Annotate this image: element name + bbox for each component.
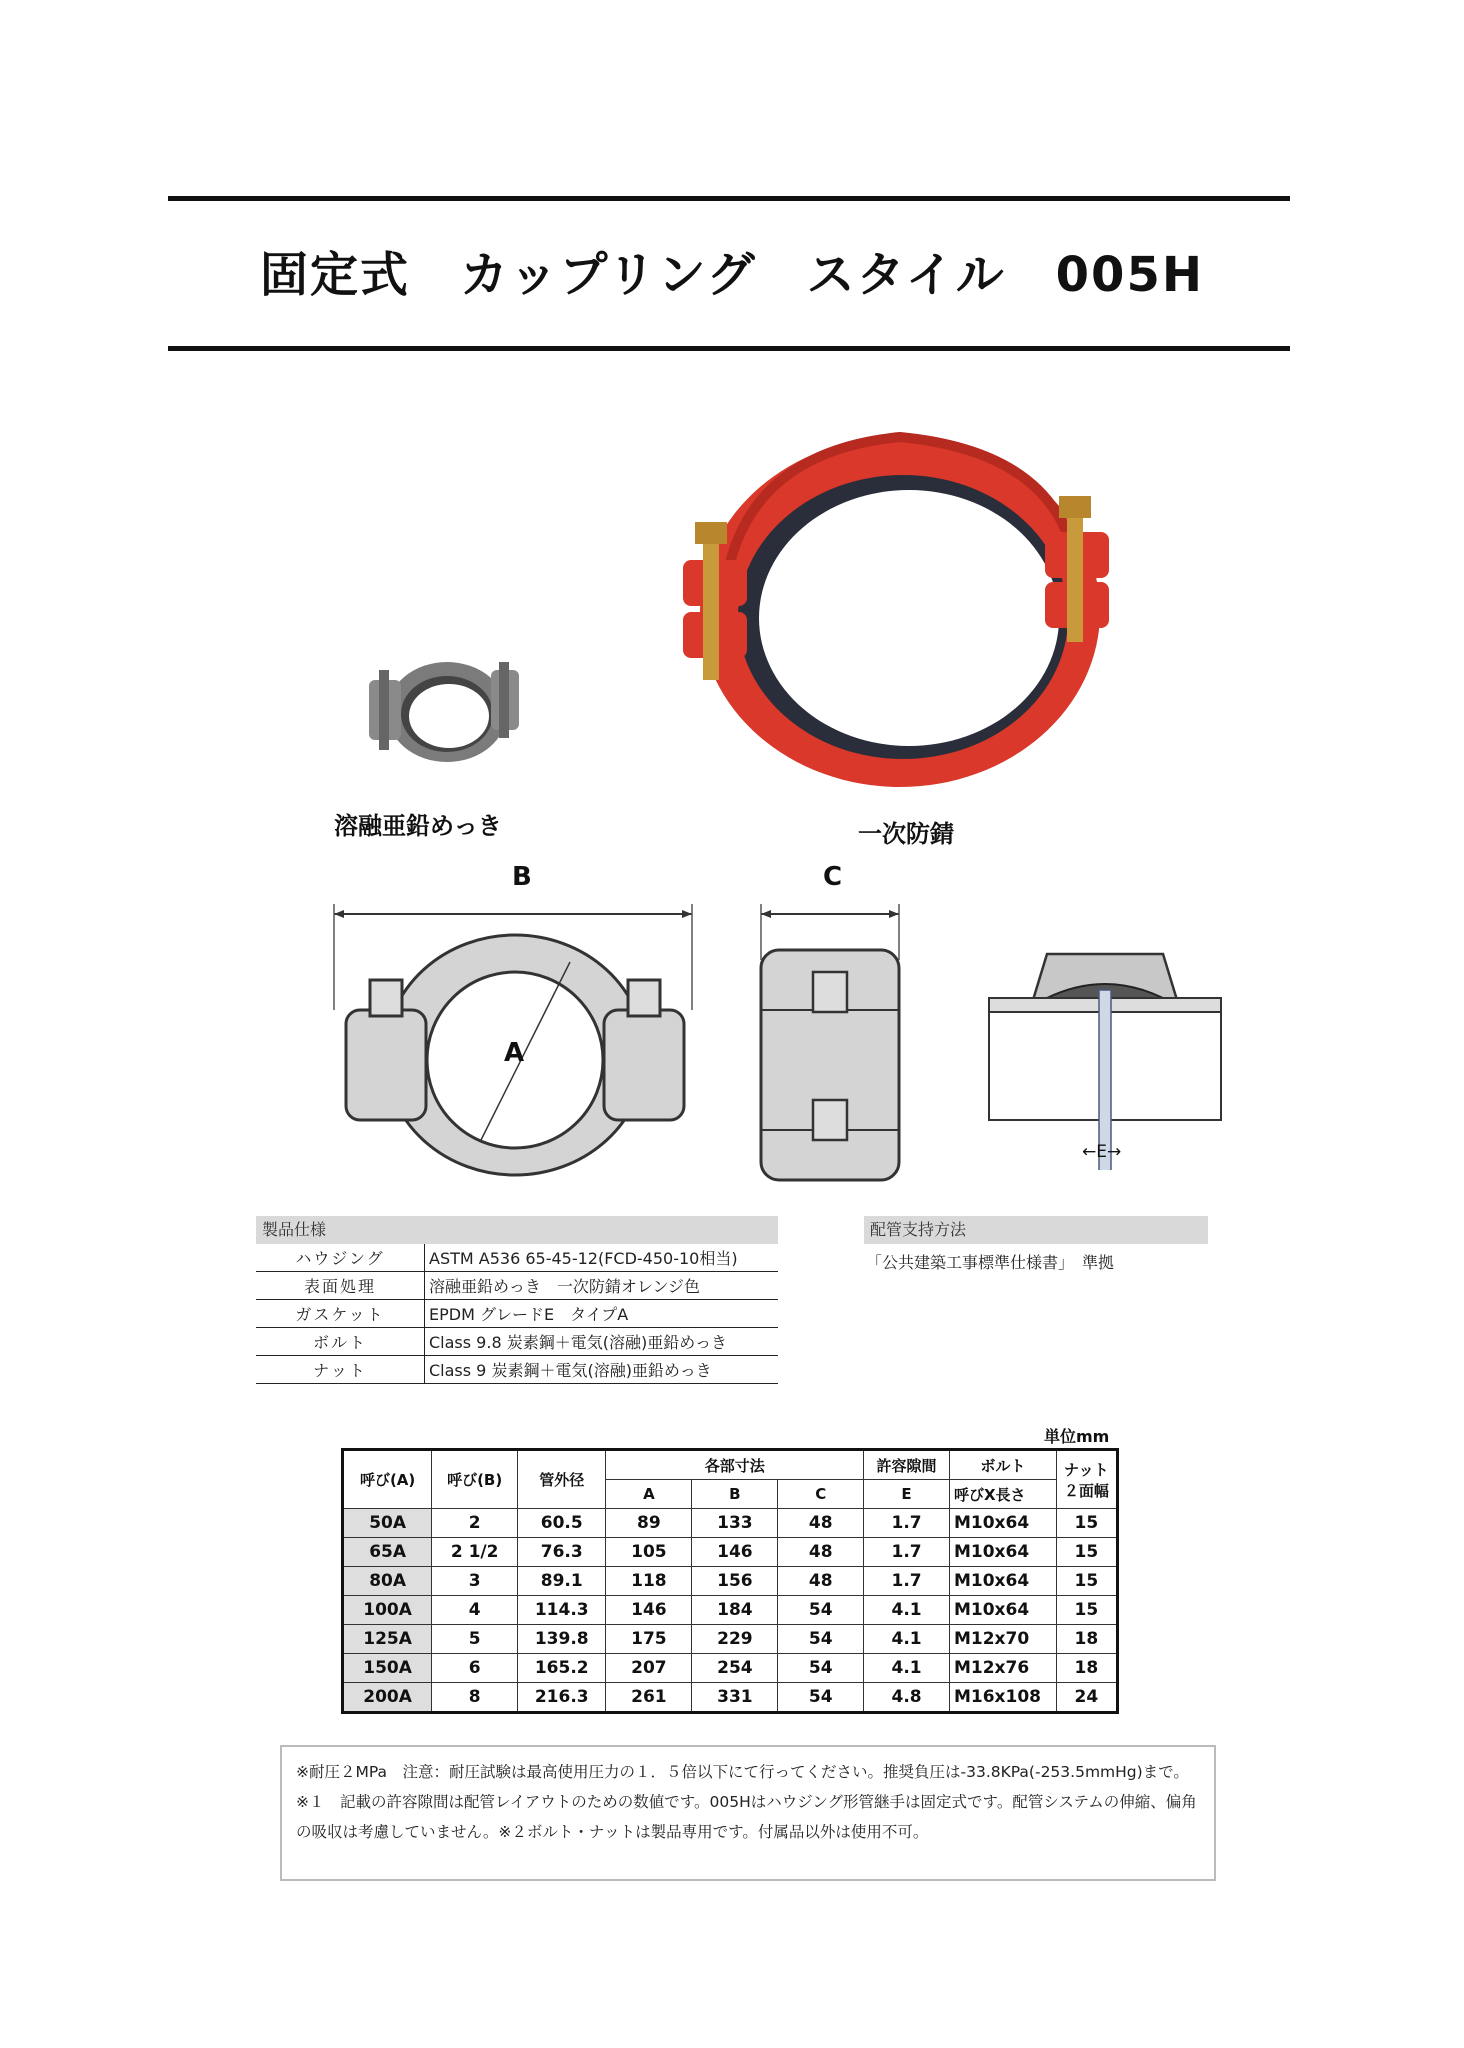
cell-bolt: M10x64 — [949, 1509, 1056, 1538]
spec-header: 製品仕様 — [256, 1216, 778, 1244]
table-row — [343, 1625, 1118, 1654]
spec-value: EPDM グレードE タイプA — [425, 1300, 779, 1328]
spec-value: Class 9 炭素鋼＋電気(溶融)亜鉛めっき — [425, 1356, 779, 1384]
header-dimensions: 各部寸法 — [606, 1450, 864, 1480]
cell-c: 54 — [778, 1625, 864, 1654]
cell-b: 146 — [692, 1538, 778, 1567]
cell-a: 105 — [606, 1538, 692, 1567]
spec-value: Class 9.8 炭素鋼＋電気(溶融)亜鉛めっき — [425, 1328, 779, 1356]
cell-b: 254 — [692, 1654, 778, 1683]
spec-key: ボルト — [256, 1328, 425, 1356]
cell-od: 76.3 — [518, 1538, 606, 1567]
cell-nominal-b: 5 — [432, 1625, 518, 1654]
header-nut-label: ナット — [1063, 1460, 1109, 1479]
cell-bolt: M12x70 — [949, 1625, 1056, 1654]
cell-nut: 15 — [1056, 1509, 1117, 1538]
cell-a: 175 — [606, 1625, 692, 1654]
title-top-rule — [168, 196, 1290, 201]
cell-c: 54 — [778, 1654, 864, 1683]
cell-nut: 15 — [1056, 1538, 1117, 1567]
page-title: 固定式 カップリング スタイル 005H — [259, 247, 1205, 303]
galvanized-coupling-image — [355, 640, 535, 780]
spec-key: 表面処理 — [256, 1272, 425, 1300]
header-od: 管外径 — [518, 1450, 606, 1509]
spec-row — [256, 1356, 778, 1384]
cell-c: 54 — [778, 1683, 864, 1713]
header-nominal-a: 呼び(A) — [343, 1450, 432, 1509]
cell-e: 4.1 — [864, 1654, 950, 1683]
header-nut-sub: ２面幅 — [1063, 1481, 1109, 1500]
cell-od: 216.3 — [518, 1683, 606, 1713]
cell-e: 1.7 — [864, 1538, 950, 1567]
red-coupling-image — [665, 412, 1125, 802]
unit-label: 単位mm — [1044, 1427, 1110, 1446]
header-c: C — [778, 1480, 864, 1509]
dimension-c-label: C — [823, 862, 843, 892]
cell-c: 48 — [778, 1538, 864, 1567]
cell-nominal-b: 2 — [432, 1509, 518, 1538]
cell-nut: 18 — [1056, 1654, 1117, 1683]
table-row — [343, 1654, 1118, 1683]
cell-a: 261 — [606, 1683, 692, 1713]
title-bottom-rule — [168, 346, 1290, 351]
cell-a: 146 — [606, 1596, 692, 1625]
cell-od: 165.2 — [518, 1654, 606, 1683]
cell-nominal-b: 2 1/2 — [432, 1538, 518, 1567]
cell-od: 89.1 — [518, 1567, 606, 1596]
spec-value: ASTM A536 65-45-12(FCD-450-10相当) — [425, 1244, 779, 1272]
cell-nut: 15 — [1056, 1567, 1117, 1596]
dimension-a-label: A — [504, 1038, 525, 1068]
spec-key: ナット — [256, 1356, 425, 1384]
spec-row — [256, 1300, 778, 1328]
section-view-diagram — [985, 940, 1225, 1170]
cell-od: 60.5 — [518, 1509, 606, 1538]
table-row — [343, 1683, 1118, 1713]
cell-e: 1.7 — [864, 1567, 950, 1596]
cell-c: 48 — [778, 1567, 864, 1596]
spec-row — [256, 1272, 778, 1300]
cell-nominal-a: 100A — [343, 1596, 432, 1625]
header-gap: 許容隙間 — [864, 1450, 950, 1480]
cell-b: 229 — [692, 1625, 778, 1654]
cell-a: 118 — [606, 1567, 692, 1596]
spec-value: 溶融亜鉛めっき 一次防錆オレンジ色 — [425, 1272, 779, 1300]
header-b: B — [692, 1480, 778, 1509]
cell-e: 4.1 — [864, 1625, 950, 1654]
cell-nominal-b: 3 — [432, 1567, 518, 1596]
cell-bolt: M10x64 — [949, 1538, 1056, 1567]
header-a: A — [606, 1480, 692, 1509]
cell-bolt: M10x64 — [949, 1596, 1056, 1625]
support-header: 配管支持方法 — [864, 1216, 1208, 1244]
cell-nut: 15 — [1056, 1596, 1117, 1625]
cell-nominal-a: 200A — [343, 1683, 432, 1713]
cell-bolt: M12x76 — [949, 1654, 1056, 1683]
cell-nominal-b: 8 — [432, 1683, 518, 1713]
cell-e: 4.8 — [864, 1683, 950, 1713]
spec-row — [256, 1244, 778, 1272]
cell-e: 4.1 — [864, 1596, 950, 1625]
header-e: E — [864, 1480, 950, 1509]
header-bolt: ボルト — [949, 1450, 1056, 1480]
primer-caption: 一次防錆 — [858, 820, 954, 848]
cell-c: 48 — [778, 1509, 864, 1538]
header-bolt-sub: 呼びX長さ — [949, 1480, 1056, 1509]
cell-a: 207 — [606, 1654, 692, 1683]
cell-od: 139.8 — [518, 1625, 606, 1654]
spec-key: ガスケット — [256, 1300, 425, 1328]
galvanized-caption: 溶融亜鉛めっき — [334, 812, 502, 840]
cell-b: 156 — [692, 1567, 778, 1596]
table-row — [343, 1567, 1118, 1596]
cell-nominal-a: 125A — [343, 1625, 432, 1654]
header-nominal-b: 呼び(B) — [432, 1450, 518, 1509]
table-row — [343, 1538, 1118, 1567]
spec-key: ハウジング — [256, 1244, 425, 1272]
cell-nominal-b: 4 — [432, 1596, 518, 1625]
dimension-table — [341, 1448, 1119, 1714]
cell-b: 331 — [692, 1683, 778, 1713]
dimension-b-label: B — [512, 862, 532, 892]
cell-b: 133 — [692, 1509, 778, 1538]
table-row — [343, 1509, 1118, 1538]
cell-nominal-b: 6 — [432, 1654, 518, 1683]
cell-b: 184 — [692, 1596, 778, 1625]
spec-table — [256, 1244, 778, 1384]
cell-nominal-a: 65A — [343, 1538, 432, 1567]
cell-bolt: M16x108 — [949, 1683, 1056, 1713]
cell-nut: 18 — [1056, 1625, 1117, 1654]
spec-row — [256, 1328, 778, 1356]
cell-e: 1.7 — [864, 1509, 950, 1538]
notes-box: ※耐圧２MPa 注意：耐圧試験は最高使用圧力の１．５倍以下にて行ってください。推奨負圧は-33.8KPa(-253.5mmHg)まで。※１ 記載の許容隙間は配管レイアウトのための数値です。005Hはハウジング形管継手は固定式です。配管システムの伸縮、偏角の吸収は考慮していません。※２ボルト・ナットは製品専用です。付属品以外は使用不可。 — [280, 1745, 1216, 1881]
cell-bolt: M10x64 — [949, 1567, 1056, 1596]
side-view-diagram — [755, 900, 905, 1190]
cell-od: 114.3 — [518, 1596, 606, 1625]
cell-nominal-a: 50A — [343, 1509, 432, 1538]
cell-nominal-a: 150A — [343, 1654, 432, 1683]
dimension-e-label: ←E→ — [1082, 1142, 1122, 1162]
cell-c: 54 — [778, 1596, 864, 1625]
cell-nut: 24 — [1056, 1683, 1117, 1713]
cell-nominal-a: 80A — [343, 1567, 432, 1596]
table-row — [343, 1596, 1118, 1625]
cell-a: 89 — [606, 1509, 692, 1538]
support-text: 「公共建築工事標準仕様書」 準拠 — [866, 1253, 1115, 1272]
header-nut — [1056, 1450, 1117, 1509]
